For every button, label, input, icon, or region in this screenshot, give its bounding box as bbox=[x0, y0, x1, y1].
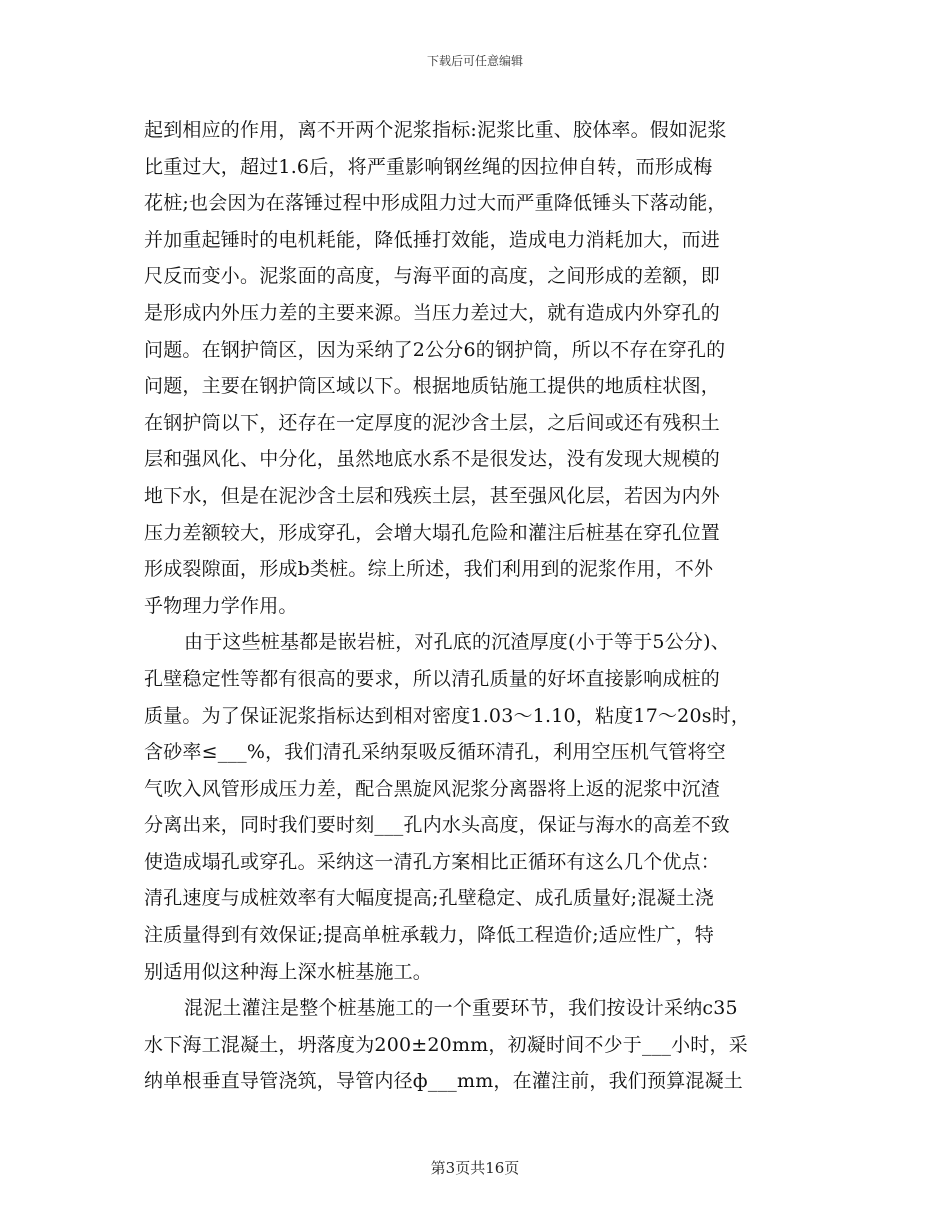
text-line: 孔壁稳定性等都有很高的要求，所以清孔质量的好坏直接影响成桩的 bbox=[144, 667, 721, 690]
text-line: 花桩;也会因为在落锤过程中形成阻力过大而严重降低锤头下落动能， bbox=[144, 192, 727, 215]
text-line: 水下海工混凝土，坍落度为200±20mm，初凝时间不少于___小时，采 bbox=[144, 1033, 748, 1056]
paragraph-hole-cleaning bbox=[144, 624, 814, 990]
text-line: 质量。为了保证泥浆指标达到相对密度1.03～1.10，粘度17～20s时， bbox=[144, 704, 751, 727]
text-line: 由于这些桩基都是嵌岩桩，对孔底的沉渣厚度(小于等于5公分)、 bbox=[184, 631, 730, 654]
text-line: 尺反而变小。泥浆面的高度，与海平面的高度，之间形成的差额，即 bbox=[144, 265, 721, 288]
document-body bbox=[144, 112, 814, 1100]
text-line: 问题。在钢护筒区，因为采纳了2公分6的钢护筒，所以不存在穿孔的 bbox=[144, 338, 726, 361]
text-line: 在钢护筒以下，还存在一定厚度的泥沙含土层，之后间或还有残积土 bbox=[144, 411, 721, 434]
text-line: 气吹入风管形成压力差，配合黑旋风泥浆分离器将上返的泥浆中沉渣 bbox=[144, 777, 721, 800]
text-line: 地下水，但是在泥沙含土层和残疾土层，甚至强风化层，若因为内外 bbox=[144, 484, 721, 507]
text-line: 清孔速度与成桩效率有大幅度提高;孔壁稳定、成孔质量好;混凝土浇 bbox=[144, 887, 715, 910]
page-footer: 第3页共16页 bbox=[430, 1159, 520, 1177]
text-line: 乎物理力学作用。 bbox=[144, 594, 298, 617]
text-line: 并加重起锤时的电机耗能，降低捶打效能，造成电力消耗加大，而进 bbox=[144, 228, 721, 251]
text-line: 注质量得到有效保证;提高单桩承载力，降低工程造价;适应性广，特 bbox=[144, 924, 715, 947]
text-line: 层和强风化、中分化，虽然地底水系不是很发达，没有发现大规模的 bbox=[144, 448, 721, 471]
text-line: 比重过大，超过1.6后，将严重影响钢丝绳的因拉伸自转，而形成梅 bbox=[144, 155, 713, 178]
text-line: 压力差额较大，形成穿孔，会增大塌孔危险和灌注后桩基在穿孔位置 bbox=[144, 521, 721, 544]
text-line: 是形成内外压力差的主要来源。当压力差过大，就有造成内外穿孔的 bbox=[144, 301, 721, 324]
paragraph-concrete-pouring bbox=[144, 990, 814, 1100]
text-line: 起到相应的作用，离不开两个泥浆指标:泥浆比重、胶体率。假如泥浆 bbox=[144, 119, 727, 141]
page-header: 下载后可任意编辑 bbox=[426, 54, 523, 68]
text-line: 含砂率≤___%，我们清孔采纳泵吸反循环清孔，利用空压机气管将空 bbox=[144, 741, 726, 764]
text-line: 使造成塌孔或穿孔。采纳这一清孔方案相比正循环有这么几个优点： bbox=[144, 850, 721, 873]
text-line: 纳单根垂直导管浇筑，导管内径ф___mm，在灌注前，我们预算混凝土 bbox=[144, 1070, 744, 1093]
text-line: 别适用似这种海上深水桩基施工。 bbox=[144, 960, 433, 983]
text-line: 形成裂隙面，形成b类桩。综上所述，我们利用到的泥浆作用，不外 bbox=[144, 558, 714, 581]
text-line: 混泥土灌注是整个桩基施工的一个重要环节，我们按设计采纳c35 bbox=[184, 997, 738, 1020]
paragraph-mud-function bbox=[144, 112, 814, 624]
text-line: 问题，主要在钢护筒区域以下。根据地质钻施工提供的地质柱状图， bbox=[144, 375, 721, 398]
text-line: 分离出来，同时我们要时刻___孔内水头高度，保证与海水的高差不致 bbox=[144, 814, 730, 837]
